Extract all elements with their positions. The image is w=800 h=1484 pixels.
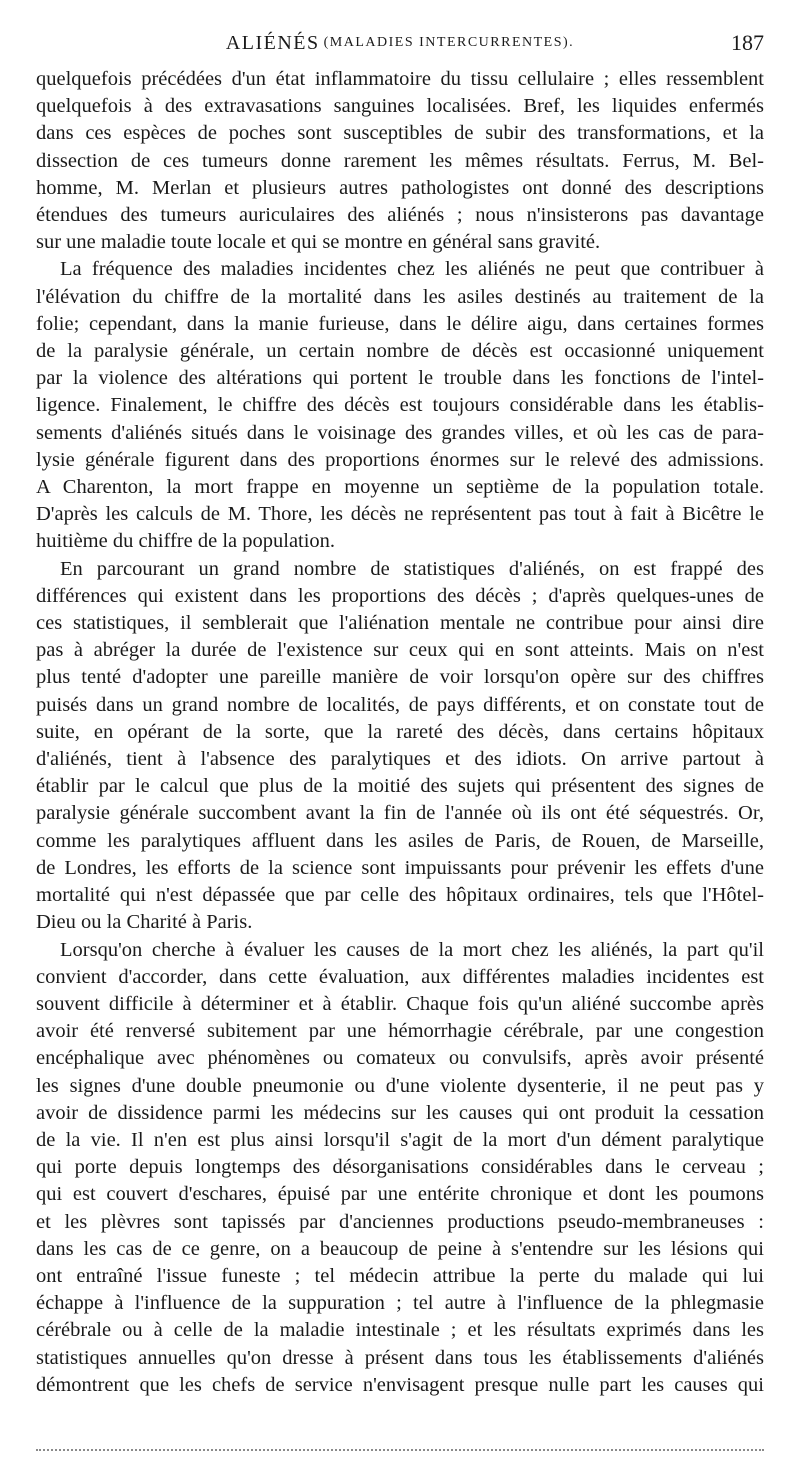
text-line: Dieu ou la Charité à Paris.	[36, 911, 253, 934]
text-line: souvent difficile à déterminer et à établir. Chaque fois qu'un aliéné succombe après	[36, 992, 764, 1015]
running-head-title: ALIÉNÉS	[225, 31, 320, 54]
text-line: statistiques annuelles qu'on dresse à présent dans tous les établissements d'aliénés	[36, 1346, 764, 1369]
text-line: sements d'aliénés situés dans le voisinage des grandes villes, et où les cas de para-	[36, 421, 764, 444]
text-line: étendues des tumeurs auriculaires des aliénés ; nous n'insisterons pas davantage	[36, 204, 764, 227]
text-line: de la paralysie générale, un certain nombre de décès est occasionné uniquement	[36, 340, 764, 363]
text-line: dans les cas de ce genre, on a beaucoup de peine à s'entendre sur les lésions qui	[36, 1237, 764, 1260]
text-line: En parcourant un grand nombre de statistiques d'aliénés, on est frappé des	[60, 557, 764, 580]
text-line: cérébrale ou à celle de la maladie intestinale ; et les résultats exprimés dans les	[36, 1319, 764, 1342]
text-line: D'après les calculs de M. Thore, les décès ne représentent pas tout à fait à Bicêtre le	[36, 503, 764, 526]
text-line: ces statistiques, il semblerait que l'aliénation mentale ne contribue pour ainsi dire	[36, 612, 764, 635]
text-line: sur une maladie toute locale et qui se montre en général sans gravité.	[36, 231, 601, 254]
text-line: de la vie. Il n'en est plus ainsi lorsqu'il s'agit de la mort d'un dément paralytique	[36, 1128, 764, 1151]
text-line: folie; cependant, dans la manie furieuse, dans le délire aigu, dans certaines formes	[36, 312, 764, 335]
text-line: avoir de dissidence parmi les médecins sur les causes qui ont produit la cessation	[36, 1101, 764, 1124]
body-text	[36, 66, 764, 1399]
text-line: quelquefois à des extravasations sanguines localisées. Bref, les liquides enfermés	[36, 95, 764, 118]
text-line: plus tenté d'adopter une pareille manière de voir lorsqu'on opère sur des chiffres	[36, 666, 764, 689]
text-line: par la violence des altérations qui portent le trouble dans les fonctions de l'intel-	[36, 367, 764, 390]
text-line: ont entraîné l'issue funeste ; tel médecin attribue la perte du malade qui lui	[36, 1264, 764, 1287]
text-line: encéphalique avec phénomènes ou comateux ou convulsifs, après avoir présenté	[36, 1047, 764, 1070]
text-line: qui porte depuis longtemps des désorganisations considérables dans le cerveau ;	[36, 1156, 764, 1179]
text-line: d'aliénés, tient à l'absence des paralytiques et des idiots. On arrive partout à	[36, 748, 764, 771]
text-line: suite, en opérant de la sorte, que la rareté des décès, dans certains hôpitaux	[36, 720, 764, 743]
text-line: ligence. Finalement, le chiffre des décès est toujours considérable dans les établis-	[36, 394, 764, 417]
page-number: 187	[731, 30, 764, 55]
text-line: A Charenton, la mort frappe en moyenne un septième de la population totale.	[36, 476, 764, 499]
text-line: lysie générale figurent dans des proportions énormes sur le relevé des admissions.	[36, 448, 764, 471]
text-line: paralysie générale succombent avant la fin de l'année où ils ont été séquestrés. Or,	[36, 802, 764, 825]
text-line: huitième du chiffre de la population.	[36, 530, 336, 553]
text-line: comme les paralytiques affluent dans les asiles de Paris, de Rouen, de Marseille,	[36, 829, 764, 852]
text-line: homme, M. Merlan et plusieurs autres pathologistes ont donné des descriptions	[36, 176, 764, 199]
text-line: avoir été renversé subitement par une hémorrhagie cérébrale, par une congestion	[36, 1020, 764, 1043]
text-line: différences qui existent dans les proportions des décès ; d'après quelques-unes de	[36, 584, 764, 607]
text-line: La fréquence des maladies incidentes chez les aliénés ne peut que contribuer à	[60, 258, 764, 281]
text-line: dissection de ces tumeurs donne rarement les mêmes résultats. Ferrus, M. Bel-	[36, 149, 764, 172]
text-line: de Londres, les efforts de la science sont impuissants pour prévenir les effets d'une	[36, 856, 764, 879]
text-line: Lorsqu'on cherche à évaluer les causes de la mort chez les aliénés, la part qu'il	[60, 938, 764, 961]
text-line: démontrent que les chefs de service n'envisagent presque nulle part les causes qui	[36, 1373, 764, 1396]
text-line: convient d'accorder, dans cette évaluation, aux différentes maladies incidentes est	[36, 965, 764, 988]
text-line: qui est couvert d'eschares, épuisé par une entérite chronique et dont les poumons	[36, 1183, 764, 1206]
running-head-subtitle: (MALADIES INTERCURRENTES).	[323, 35, 575, 50]
text-line: pas à abréger la durée de l'existence sur ceux qui en sont atteints. Mais on n'est	[36, 639, 764, 662]
text-line: puisés dans un grand nombre de localités, de pays différents, et on constate tout de	[36, 693, 764, 716]
text-line: quelquefois précédées d'un état inflammatoire du tissu cellulaire ; elles ressemblent	[36, 68, 764, 90]
text-line: et les plèvres sont tapissés par d'anciennes productions pseudo-membraneuses :	[36, 1210, 764, 1233]
text-line: établir par le calcul que plus de la moitié des sujets qui présentent des signes de	[36, 775, 764, 798]
running-head	[36, 24, 764, 62]
text-line: mortalité qui n'est dépassée que par celle des hôpitaux ordinaires, tels que l'Hôtel-	[36, 884, 764, 907]
text-line: dans ces espèces de poches sont susceptibles de subir des transformations, et la	[36, 122, 764, 145]
footer-rule	[36, 1449, 764, 1451]
text-line: l'élévation du chiffre de la mortalité dans les asiles destinés au traitement de la	[36, 285, 764, 308]
text-line: les signes d'une double pneumonie ou d'une violente dysenterie, il ne peut pas y	[36, 1074, 764, 1097]
text-line: échappe à l'influence de la suppuration ; tel autre à l'influence de la phlegmasie	[36, 1292, 764, 1315]
